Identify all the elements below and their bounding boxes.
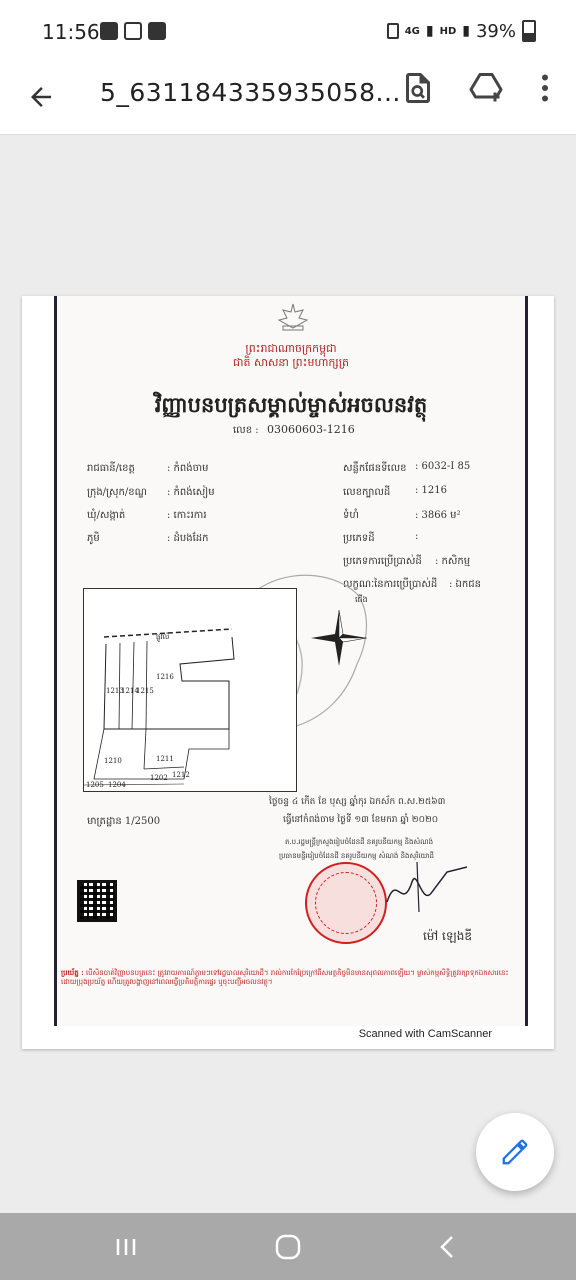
signal-icon-2: ▮	[462, 23, 470, 39]
parcel-label: 1205	[86, 781, 104, 789]
file-title: 5_631184335935058...	[100, 78, 401, 107]
scale-label: មាត្រដ្ឋាន 1/2500	[87, 816, 161, 827]
scanned-watermark: Scanned with CamScanner	[358, 1028, 492, 1040]
parcel-label: 1202	[150, 774, 168, 782]
parcel-label: 1215	[136, 687, 154, 695]
qr-code	[77, 880, 117, 922]
add-to-drive-icon[interactable]	[468, 70, 504, 106]
field-value: : ឯកជន	[449, 579, 481, 590]
status-bar	[0, 0, 576, 64]
field-label: លក្ខណៈនៃការប្រើប្រាស់ដី	[343, 579, 438, 590]
parcel-label: 1204	[108, 781, 126, 789]
parcel-map	[83, 588, 297, 792]
date-solar: ធ្វើនៅកំពង់ចាម ថ្ងៃទី ១៣ ខែមករា ឆ្នាំ ២០២០	[283, 815, 439, 825]
parcel-label-selected: 1216	[156, 673, 174, 681]
network-type: 4G	[404, 25, 420, 37]
home-icon[interactable]	[268, 1231, 308, 1263]
motto: ជាតិ សាសនា ព្រះមហាក្សត្រ	[233, 356, 349, 369]
youtube-icon	[100, 22, 118, 40]
sync-icon	[387, 23, 399, 39]
battery-percent: 39%	[475, 20, 516, 42]
system-status	[387, 20, 536, 42]
status-time: 11:56	[42, 20, 100, 44]
field-label: ទំហំ	[343, 510, 359, 521]
signer-org: ត.ប.រដ្ឋមន្ត្រីក្រសួងរៀបចំដែនដី នគរូបនីយកម្ម និងសំណង់	[285, 838, 434, 846]
back-arrow-icon[interactable]	[26, 82, 56, 112]
notification-icons	[100, 22, 166, 40]
field-value: : កោះរការ	[167, 510, 207, 521]
field-label: ភូមិ	[87, 533, 100, 544]
land-certificate	[54, 296, 528, 1026]
field-label: រាជធានី/ខេត្ត	[87, 463, 135, 474]
certificate-notice	[61, 968, 521, 1026]
official-seal	[305, 862, 387, 944]
field-value: : 6032-I 85	[415, 461, 471, 472]
battery-icon	[522, 20, 536, 42]
parcel-label: 1211	[156, 755, 174, 763]
voicemail-icon	[124, 22, 142, 40]
notice-text: បើសិនបាត់វិញ្ញាបនបត្រនេះ ត្រូវរាយការណ៍ភ្លាមៗទៅរដ្ឋបាលសុរិយោដី។ រាល់ការកែប្រែក្រៅពីសមត្ថកិច្ចមិនមានសុពលភាពឡើយ។ ម្ចាស់កម្មសិទ្ធិត្រូវរក្សាទុកឯកសារនេះដោយប្រុងប្រយ័ត្ន ហើយត្រូវបង្ហាញនៅពេលធ្វើប្រតិបត្តិការផ្ទេរ ឬចុះបញ្ជីអចលនវត្ថុ។	[61, 969, 509, 986]
document-page[interactable]	[22, 296, 554, 1049]
certificate-title: វិញ្ញាបនបត្រសម្គាល់ម្ចាស់អចលនវត្ថុ	[154, 392, 428, 417]
date-lunar: ថ្ងៃចន្ទ ៤ កើត ខែ បុស្ស ឆ្នាំកុរ ឯកស័ក ព.ស.២៥៦៣	[269, 797, 446, 807]
field-value: : កសិកម្ម	[435, 556, 471, 567]
parcel-label: 1214	[121, 687, 139, 695]
kingdom-header: ព្រះរាជាណាចក្រកម្ពុជា	[245, 342, 337, 355]
notice-label: ប្រយ័ត្ន :	[61, 968, 84, 977]
field-value: : 3866 ម²	[415, 510, 461, 521]
road-label: ផ្លូវលំ	[156, 633, 170, 641]
field-label: ប្រភេទដី	[343, 533, 375, 544]
parcel-label: 1210	[104, 757, 122, 765]
cert-number-label: លេខ :	[233, 425, 259, 436]
hd-label: HD	[439, 25, 457, 37]
royal-emblem-icon	[273, 302, 313, 332]
parcel-label: 1212	[172, 771, 190, 779]
cert-number: 03060603-1216	[267, 423, 355, 436]
field-value: :	[415, 531, 419, 542]
app-bar	[0, 64, 576, 135]
field-value: : 1216	[415, 485, 447, 496]
field-label: ឃុំ/សង្កាត់	[87, 510, 126, 521]
field-label: លេខក្បាលដី	[343, 487, 391, 498]
signal-icon: ▮	[425, 23, 434, 39]
field-label: សន្លឹកផែនទីលេខ	[343, 463, 407, 474]
more-vert-icon[interactable]	[527, 70, 563, 106]
signer-title: ប្រធានមន្ទីររៀបចំដែនដី នគរូបនីយកម្ម សំណង់ និងសុរិយោដី	[279, 852, 434, 860]
field-value: : កំពង់សៀម	[167, 487, 215, 498]
edit-button[interactable]	[476, 1113, 554, 1191]
edit-pencil-icon	[500, 1137, 530, 1167]
field-label: ក្រុង/ស្រុក/ខណ្ឌ	[87, 487, 147, 498]
signer-name: ម៉ៅ ឡេងឌី	[423, 929, 472, 943]
north-label: ជើង	[355, 595, 368, 604]
back-icon[interactable]	[428, 1231, 468, 1263]
compass-icon	[309, 608, 369, 668]
find-in-page-icon[interactable]	[400, 70, 436, 106]
signature	[377, 852, 487, 922]
field-value: : ដំបងដែក	[167, 533, 209, 544]
recents-icon[interactable]	[106, 1231, 146, 1263]
checkbox-icon	[148, 22, 166, 40]
field-value: : កំពង់ចាម	[167, 463, 209, 474]
field-label: ប្រភេទការប្រើប្រាស់ដី	[343, 556, 422, 567]
parcel-label: 1213	[106, 687, 124, 695]
system-nav-bar	[0, 1213, 576, 1280]
